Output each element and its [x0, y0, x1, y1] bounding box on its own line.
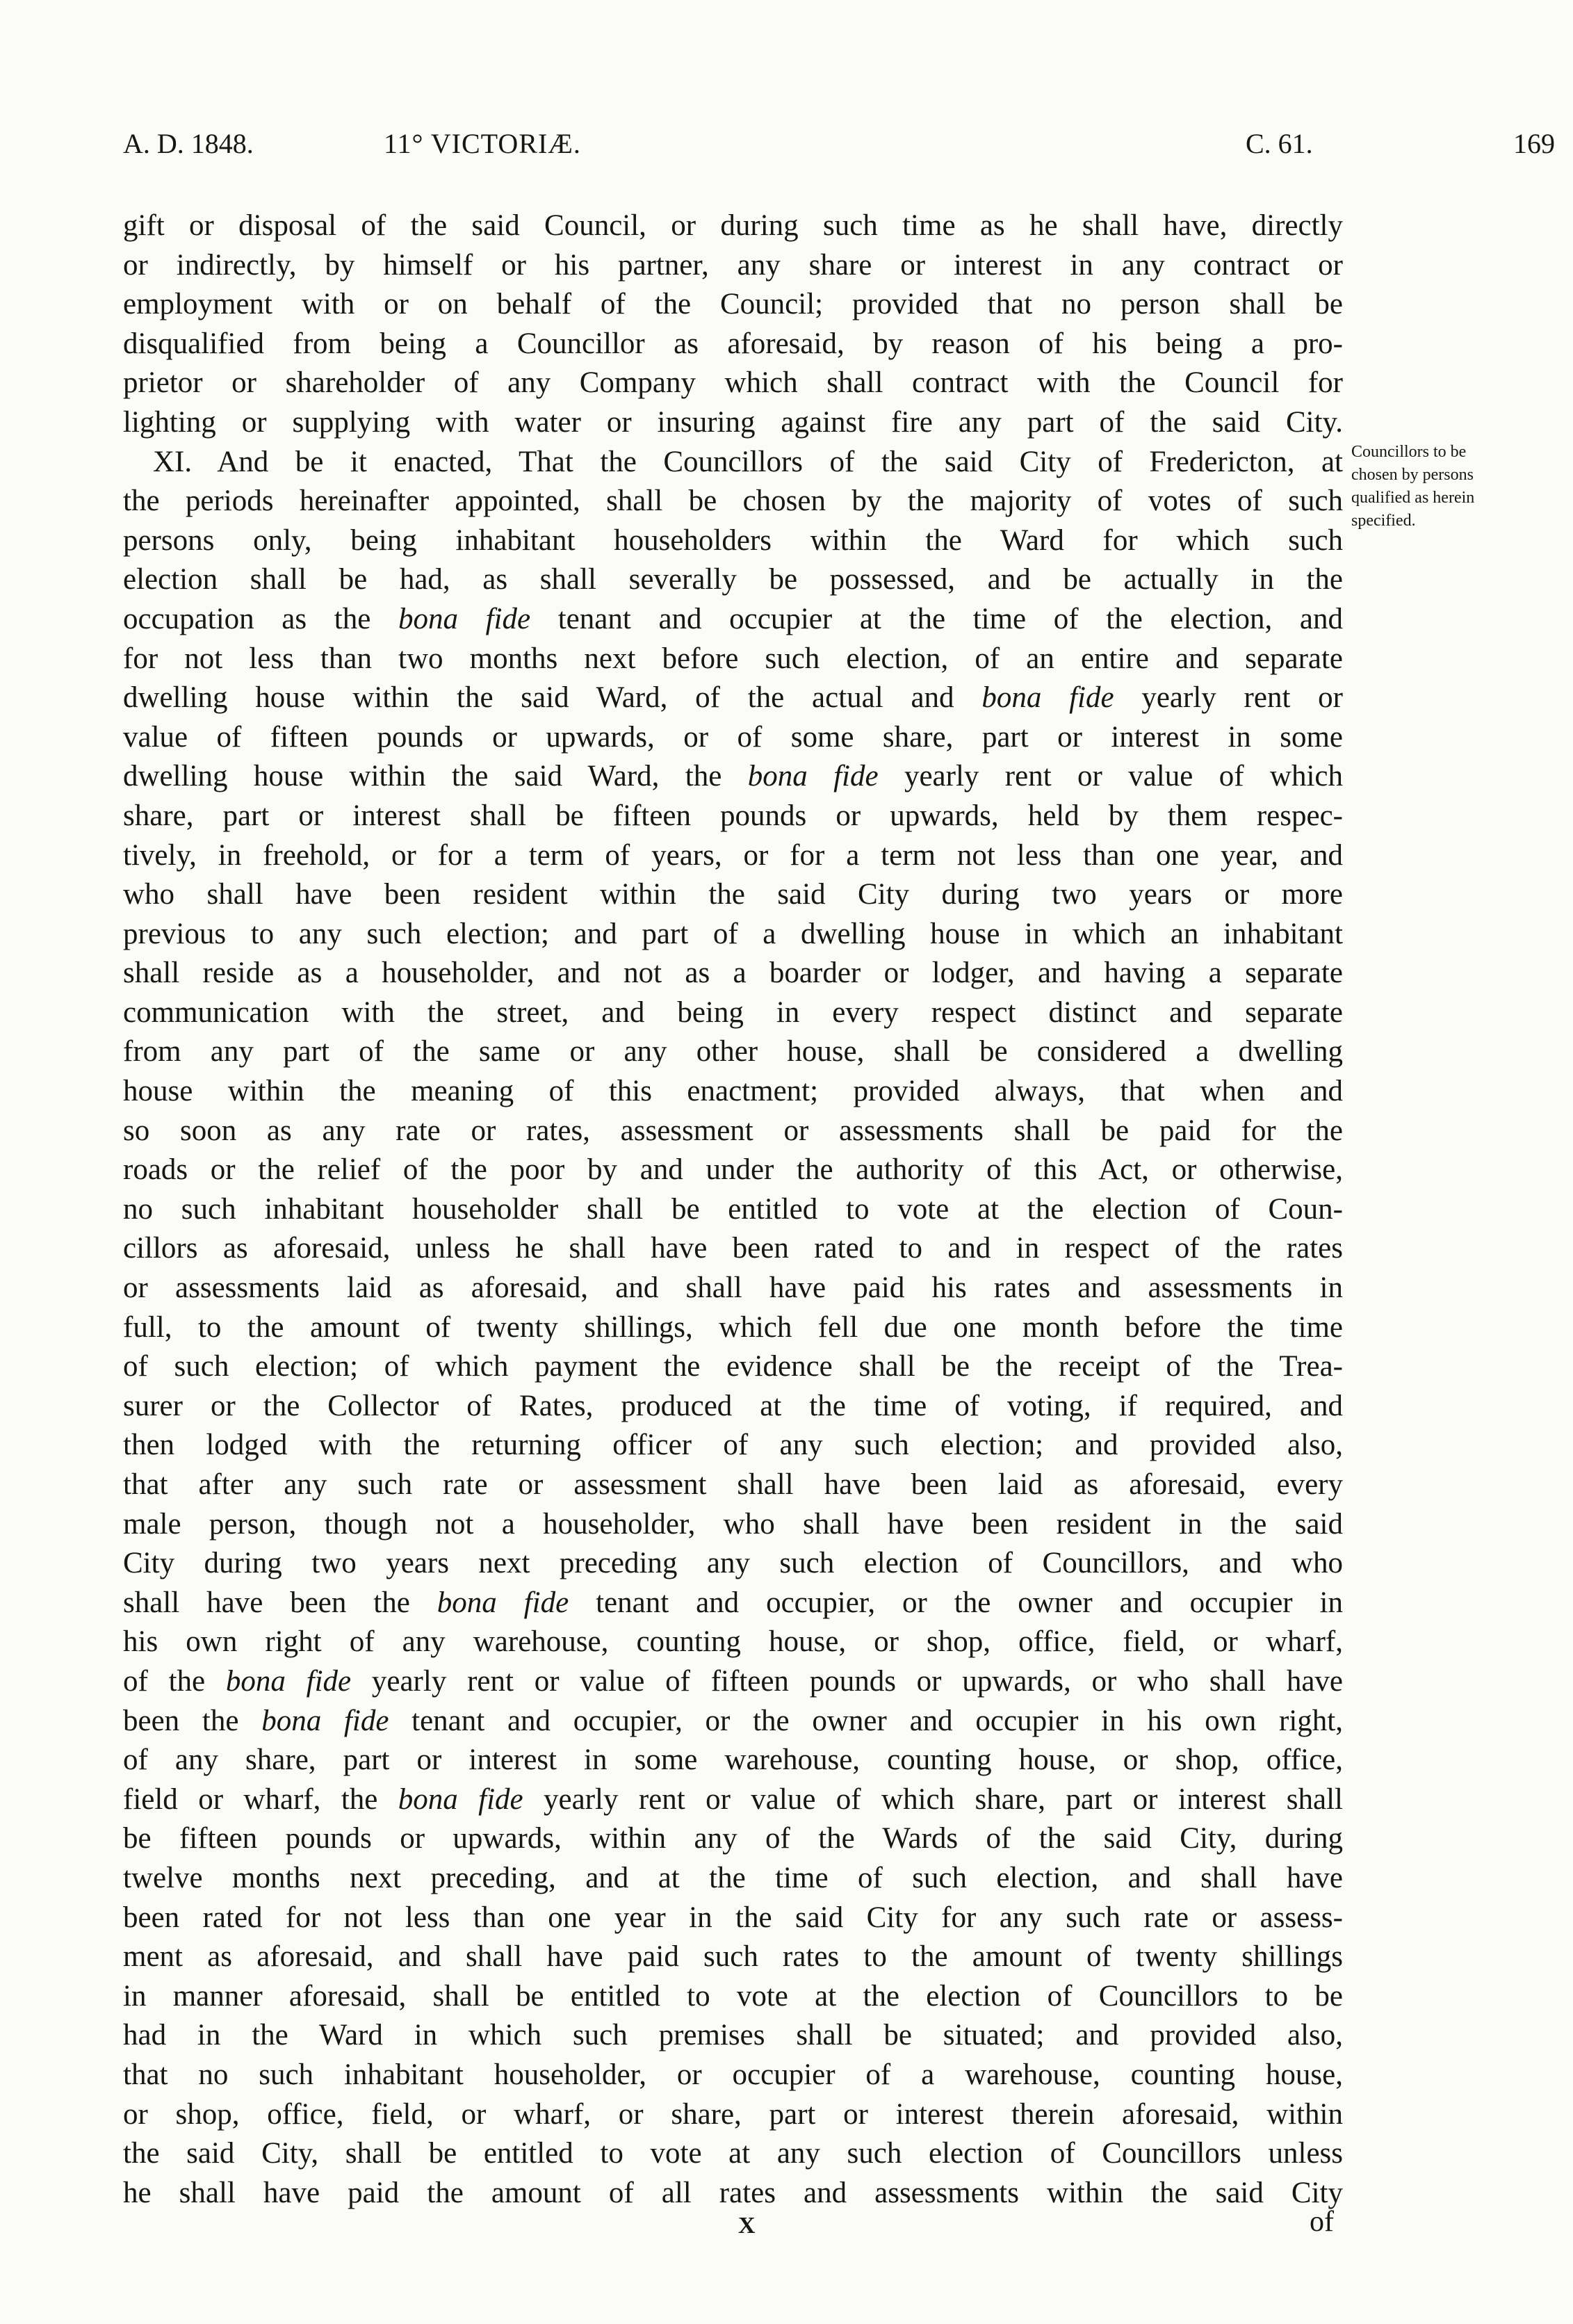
- margin-note-line: Councillors to be: [1351, 443, 1467, 461]
- text-line: [123, 2174, 1343, 2213]
- text-line: [123, 993, 1343, 1033]
- text-line: [123, 1112, 1343, 1151]
- text-segment: communication with the street, and being in every respect distinct and separate: [123, 996, 1343, 1029]
- text-segment: so soon as any rate or rates, assessment or assessments shall be paid for the: [123, 1114, 1343, 1147]
- catchword: of: [1310, 2206, 1334, 2238]
- text-line: [123, 1859, 1343, 1899]
- text-segment: that after any such rate or assessment shall have been laid as aforesaid, every: [123, 1468, 1343, 1501]
- text-line: [123, 1584, 1343, 1623]
- text-line: [123, 678, 1343, 718]
- text-segment: persons only, being inhabitant householders within the Ward for which such: [123, 523, 1343, 557]
- text-segment: yearly rent or value of fifteen pounds or upwards, or who shall have: [351, 1664, 1344, 1698]
- text-segment: tenant and occupier, or the owner and occupier in his own right,: [389, 1704, 1344, 1737]
- text-segment: election shall be had, as shall severally be possessed, and be actually in the: [123, 563, 1343, 596]
- text-segment: or shop, office, field, or wharf, or share, part or interest therein aforesaid, within: [123, 2097, 1343, 2131]
- text-line: [123, 1741, 1343, 1780]
- text-segment: full, to the amount of twenty shillings, which fell due one month before the time: [123, 1310, 1343, 1344]
- text-segment: twelve months next preceding, and at the time of such election, and shall have: [123, 1861, 1343, 1894]
- italic-text: bona fide: [225, 1664, 352, 1698]
- text-segment: the periods hereinafter appointed, shall be chosen by the majority of votes of such: [123, 485, 1343, 518]
- text-segment: then lodged with the returning officer of any such election; and provided also,: [123, 1429, 1343, 1462]
- text-line: [123, 2016, 1343, 2056]
- italic-text: bona fide: [398, 1782, 523, 1816]
- text-line: [123, 640, 1343, 679]
- text-segment: dwelling house within the said Ward, of the actual and: [123, 681, 982, 715]
- text-line: [123, 836, 1343, 876]
- text-line: [123, 1899, 1343, 1938]
- text-line: [123, 1387, 1343, 1427]
- text-line: [123, 1662, 1343, 1702]
- margin-note-line: chosen by persons: [1351, 466, 1474, 484]
- text-segment: previous to any such election; and part of a dwelling house in which an inhabitant: [123, 917, 1343, 950]
- text-segment: he shall have paid the amount of all rates and assessments within the said City: [123, 2176, 1343, 2209]
- text-segment: male person, though not a householder, who shall have been resident in the said: [123, 1507, 1343, 1541]
- text-segment: or indirectly, by himself or his partner, any share or interest in any contract or: [123, 248, 1343, 282]
- text-line: [123, 1780, 1343, 1820]
- text-segment: gift or disposal of the said Council, or during such time as he shall have, directly: [123, 209, 1343, 242]
- text-line: [123, 482, 1343, 521]
- text-line: [123, 2056, 1343, 2095]
- text-line: [123, 1190, 1343, 1230]
- text-segment: yearly rent or value of which: [878, 760, 1344, 793]
- text-line: [123, 1229, 1343, 1269]
- chapter-number: C. 61.: [1246, 128, 1313, 159]
- text-segment: share, part or interest shall be fifteen pounds or upwards, held by them respec-: [123, 799, 1343, 832]
- text-segment: of the: [123, 1664, 226, 1698]
- text-segment: employment with or on behalf of the Council; provided that no person shall be: [123, 288, 1343, 321]
- text-line: [123, 560, 1343, 600]
- text-segment: for not less than two months next before such election, of an entire and separate: [123, 642, 1343, 675]
- text-segment: City during two years next preceding any such election of Councillors, and who: [123, 1547, 1343, 1580]
- italic-text: bona fide: [398, 602, 531, 635]
- text-line: [123, 915, 1343, 954]
- text-line: [123, 797, 1343, 836]
- text-segment: tenant and occupier, or the owner and occupier in: [569, 1586, 1343, 1619]
- text-line: [123, 875, 1343, 915]
- text-segment: tenant and occupier at the time of the election, and: [530, 602, 1344, 635]
- text-segment: dwelling house within the said Ward, the: [123, 760, 748, 793]
- page-number: 169: [1513, 128, 1555, 159]
- italic-text: bona fide: [261, 1704, 389, 1737]
- text-line: [123, 1819, 1343, 1859]
- text-line: [123, 1032, 1343, 1072]
- text-line: [123, 1426, 1343, 1465]
- text-line: [123, 206, 1343, 246]
- text-segment: value of fifteen pounds or upwards, or of some share, part or interest in some: [123, 720, 1343, 754]
- text-segment: from any part of the same or any other house, shall be considered a dwelling: [123, 1035, 1343, 1068]
- text-segment: shall have been the: [123, 1586, 437, 1619]
- body-text: [123, 206, 1343, 2213]
- text-segment: tively, in freehold, or for a term of years, or for a term not less than one year, and: [123, 838, 1343, 872]
- text-segment: be fifteen pounds or upwards, within any of the Wards of the said City, during: [123, 1822, 1343, 1855]
- signature-mark: X: [738, 2213, 756, 2238]
- text-line: [123, 2095, 1343, 2135]
- text-line: [123, 1544, 1343, 1584]
- text-segment: been the: [123, 1704, 262, 1737]
- italic-text: bona fide: [981, 681, 1114, 715]
- text-line: [123, 325, 1343, 364]
- text-segment: surer or the Collector of Rates, produced at the time of voting, if required, and: [123, 1389, 1343, 1422]
- text-segment: had in the Ward in which such premises shall be situated; and provided also,: [123, 2019, 1343, 2052]
- italic-text: bona fide: [437, 1586, 569, 1619]
- text-segment: his own right of any warehouse, counting house, or shop, office, field, or wharf,: [123, 1625, 1343, 1659]
- text-segment: lighting or supplying with water or insuring against fire any part of the said City.: [123, 405, 1343, 439]
- text-segment: house within the meaning of this enactment; provided always, that when and: [123, 1075, 1343, 1108]
- margin-note-line: qualified as herein: [1351, 489, 1475, 507]
- text-line: [123, 718, 1343, 758]
- running-head-year: A. D. 1848.: [123, 128, 254, 159]
- text-segment: prietor or shareholder of any Company which shall contract with the Council for: [123, 366, 1343, 400]
- text-segment: the said City, shall be entitled to vote at any such election of Councillors unless: [123, 2137, 1343, 2170]
- text-line: [123, 1347, 1343, 1387]
- text-segment: been rated for not less than one year in the said City for any such rate or assess-: [123, 1901, 1343, 1934]
- text-line: [123, 2134, 1343, 2174]
- text-line: [123, 1937, 1343, 1977]
- text-segment: cillors as aforesaid, unless he shall have been rated to and in respect of the rates: [123, 1232, 1343, 1265]
- text-segment: yearly rent or: [1114, 681, 1343, 715]
- text-segment: XI. And be it enacted, That the Councillors of the said City of Fredericton, at: [153, 445, 1343, 478]
- text-segment: disqualified from being a Councillor as aforesaid, by reason of his being a pro-: [123, 327, 1343, 360]
- text-line: [123, 521, 1343, 561]
- text-segment: roads or the relief of the poor by and under the authority of this Act, or otherwise,: [123, 1153, 1343, 1187]
- text-segment: yearly rent or value of which share, part or interest shall: [523, 1782, 1343, 1816]
- text-line: [123, 1977, 1343, 2017]
- text-segment: in manner aforesaid, shall be entitled to vote at the election of Councillors to be: [123, 1979, 1343, 2013]
- text-line: [123, 1269, 1343, 1308]
- text-segment: shall reside as a householder, and not as a boarder or lodger, and having a separate: [123, 957, 1343, 990]
- text-line: [123, 1465, 1343, 1505]
- running-head-regnal-year: 11° VICTORIÆ.: [384, 128, 581, 159]
- margin-note: [1351, 441, 1553, 533]
- text-line: [123, 1151, 1343, 1190]
- text-segment: that no such inhabitant householder, or occupier of a warehouse, counting house,: [123, 2058, 1343, 2091]
- text-line: [123, 1623, 1343, 1662]
- text-line: [123, 403, 1343, 443]
- text-line: [123, 364, 1343, 403]
- text-line: [123, 600, 1343, 640]
- text-line: [123, 1702, 1343, 1741]
- text-line: [123, 285, 1343, 325]
- text-segment: or assessments laid as aforesaid, and shall have paid his rates and assessments in: [123, 1271, 1343, 1305]
- text-line: [123, 954, 1343, 993]
- text-segment: ment as aforesaid, and shall have paid such rates to the amount of twenty shillings: [123, 1940, 1343, 1974]
- text-line: [123, 1072, 1343, 1112]
- text-segment: of any share, part or interest in some warehouse, counting house, or shop, office,: [123, 1744, 1343, 1777]
- text-line: [123, 1505, 1343, 1545]
- text-line: [123, 246, 1343, 286]
- text-segment: who shall have been resident within the said City during two years or more: [123, 878, 1343, 911]
- margin-note-line: specified.: [1351, 512, 1416, 530]
- text-segment: of such election; of which payment the evidence shall be the receipt of the Trea-: [123, 1350, 1343, 1383]
- italic-text: bona fide: [747, 760, 879, 793]
- text-segment: no such inhabitant householder shall be entitled to vote at the election of Coun-: [123, 1192, 1343, 1226]
- text-line: [123, 757, 1343, 797]
- text-segment: field or wharf, the: [123, 1782, 398, 1816]
- text-line: [123, 1308, 1343, 1348]
- text-line: [123, 443, 1343, 482]
- text-segment: occupation as the: [123, 602, 398, 635]
